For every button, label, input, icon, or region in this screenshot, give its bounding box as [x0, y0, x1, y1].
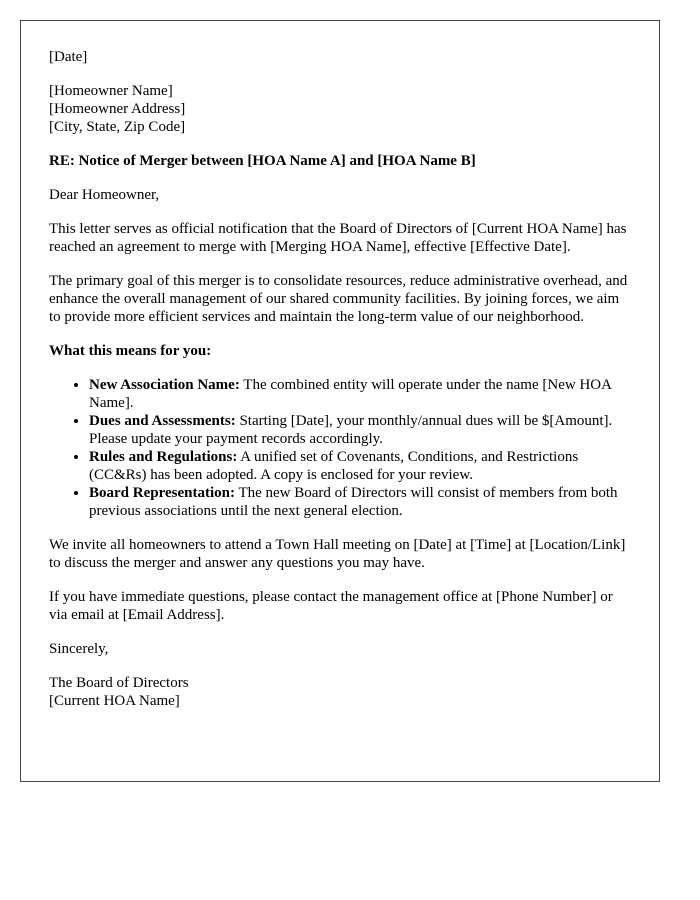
signature-line-board: The Board of Directors: [49, 675, 189, 691]
list-item-text: The new Board of Directors will consist of members from both previous associations until the next general election.: [89, 485, 618, 519]
list-item: [89, 412, 631, 448]
letter-paragraph-notification: This letter serves as official notification that the Board of Directors of [Current HOA Name] has reached an agreement to merge with [Merging HOA Name], effective [Effective Date].: [49, 221, 627, 255]
recipient-city-state-zip: [City, State, Zip Code]: [49, 119, 186, 135]
impact-list: [49, 376, 631, 520]
recipient-name: [Homeowner Name]: [49, 83, 173, 99]
list-item-label: Dues and Assessments:: [89, 413, 236, 429]
letter-page: [20, 20, 660, 782]
list-item-text: Starting [Date], your monthly/annual dues will be $[Amount]. Please update your payment records accordingly.: [89, 413, 613, 447]
letter-salutation: Dear Homeowner,: [49, 187, 160, 203]
letter-paragraph-town-hall: We invite all homeowners to attend a Town Hall meeting on [Date] at [Time] at [Location/Link] to discuss the merger and answer any questions you may have.: [49, 537, 626, 571]
list-item-label: New Association Name:: [89, 377, 240, 393]
letter-subject: RE: Notice of Merger between [HOA Name A] and [HOA Name B]: [49, 153, 476, 169]
section-heading: What this means for you:: [49, 343, 212, 359]
recipient-address-block: [49, 82, 631, 136]
signature-block: [49, 674, 631, 710]
letter-closing: Sincerely,: [49, 641, 109, 657]
signature-line-hoa: [Current HOA Name]: [49, 693, 180, 709]
letter-date: [Date]: [49, 49, 88, 65]
list-item: [89, 448, 631, 484]
letter-paragraph-contact: If you have immediate questions, please contact the management office at [Phone Number] or via email at [Email Address].: [49, 589, 613, 623]
list-item-label: Rules and Regulations:: [89, 449, 238, 465]
list-item: [89, 484, 631, 520]
list-item-text: The combined entity will operate under the name [New HOA Name].: [89, 377, 612, 411]
letter-paragraph-goal: The primary goal of this merger is to consolidate resources, reduce administrative overhead, and enhance the overall management of our shared community facilities. By joining forces, we aim to provide more efficient services and maintain the long-term value of our neighborhood.: [49, 273, 628, 325]
recipient-address: [Homeowner Address]: [49, 101, 186, 117]
list-item-label: Board Representation:: [89, 485, 235, 501]
list-item-text: A unified set of Covenants, Conditions, and Restrictions (CC&Rs) has been adopted. A copy is enclosed for your review.: [89, 449, 579, 483]
list-item: [89, 376, 631, 412]
